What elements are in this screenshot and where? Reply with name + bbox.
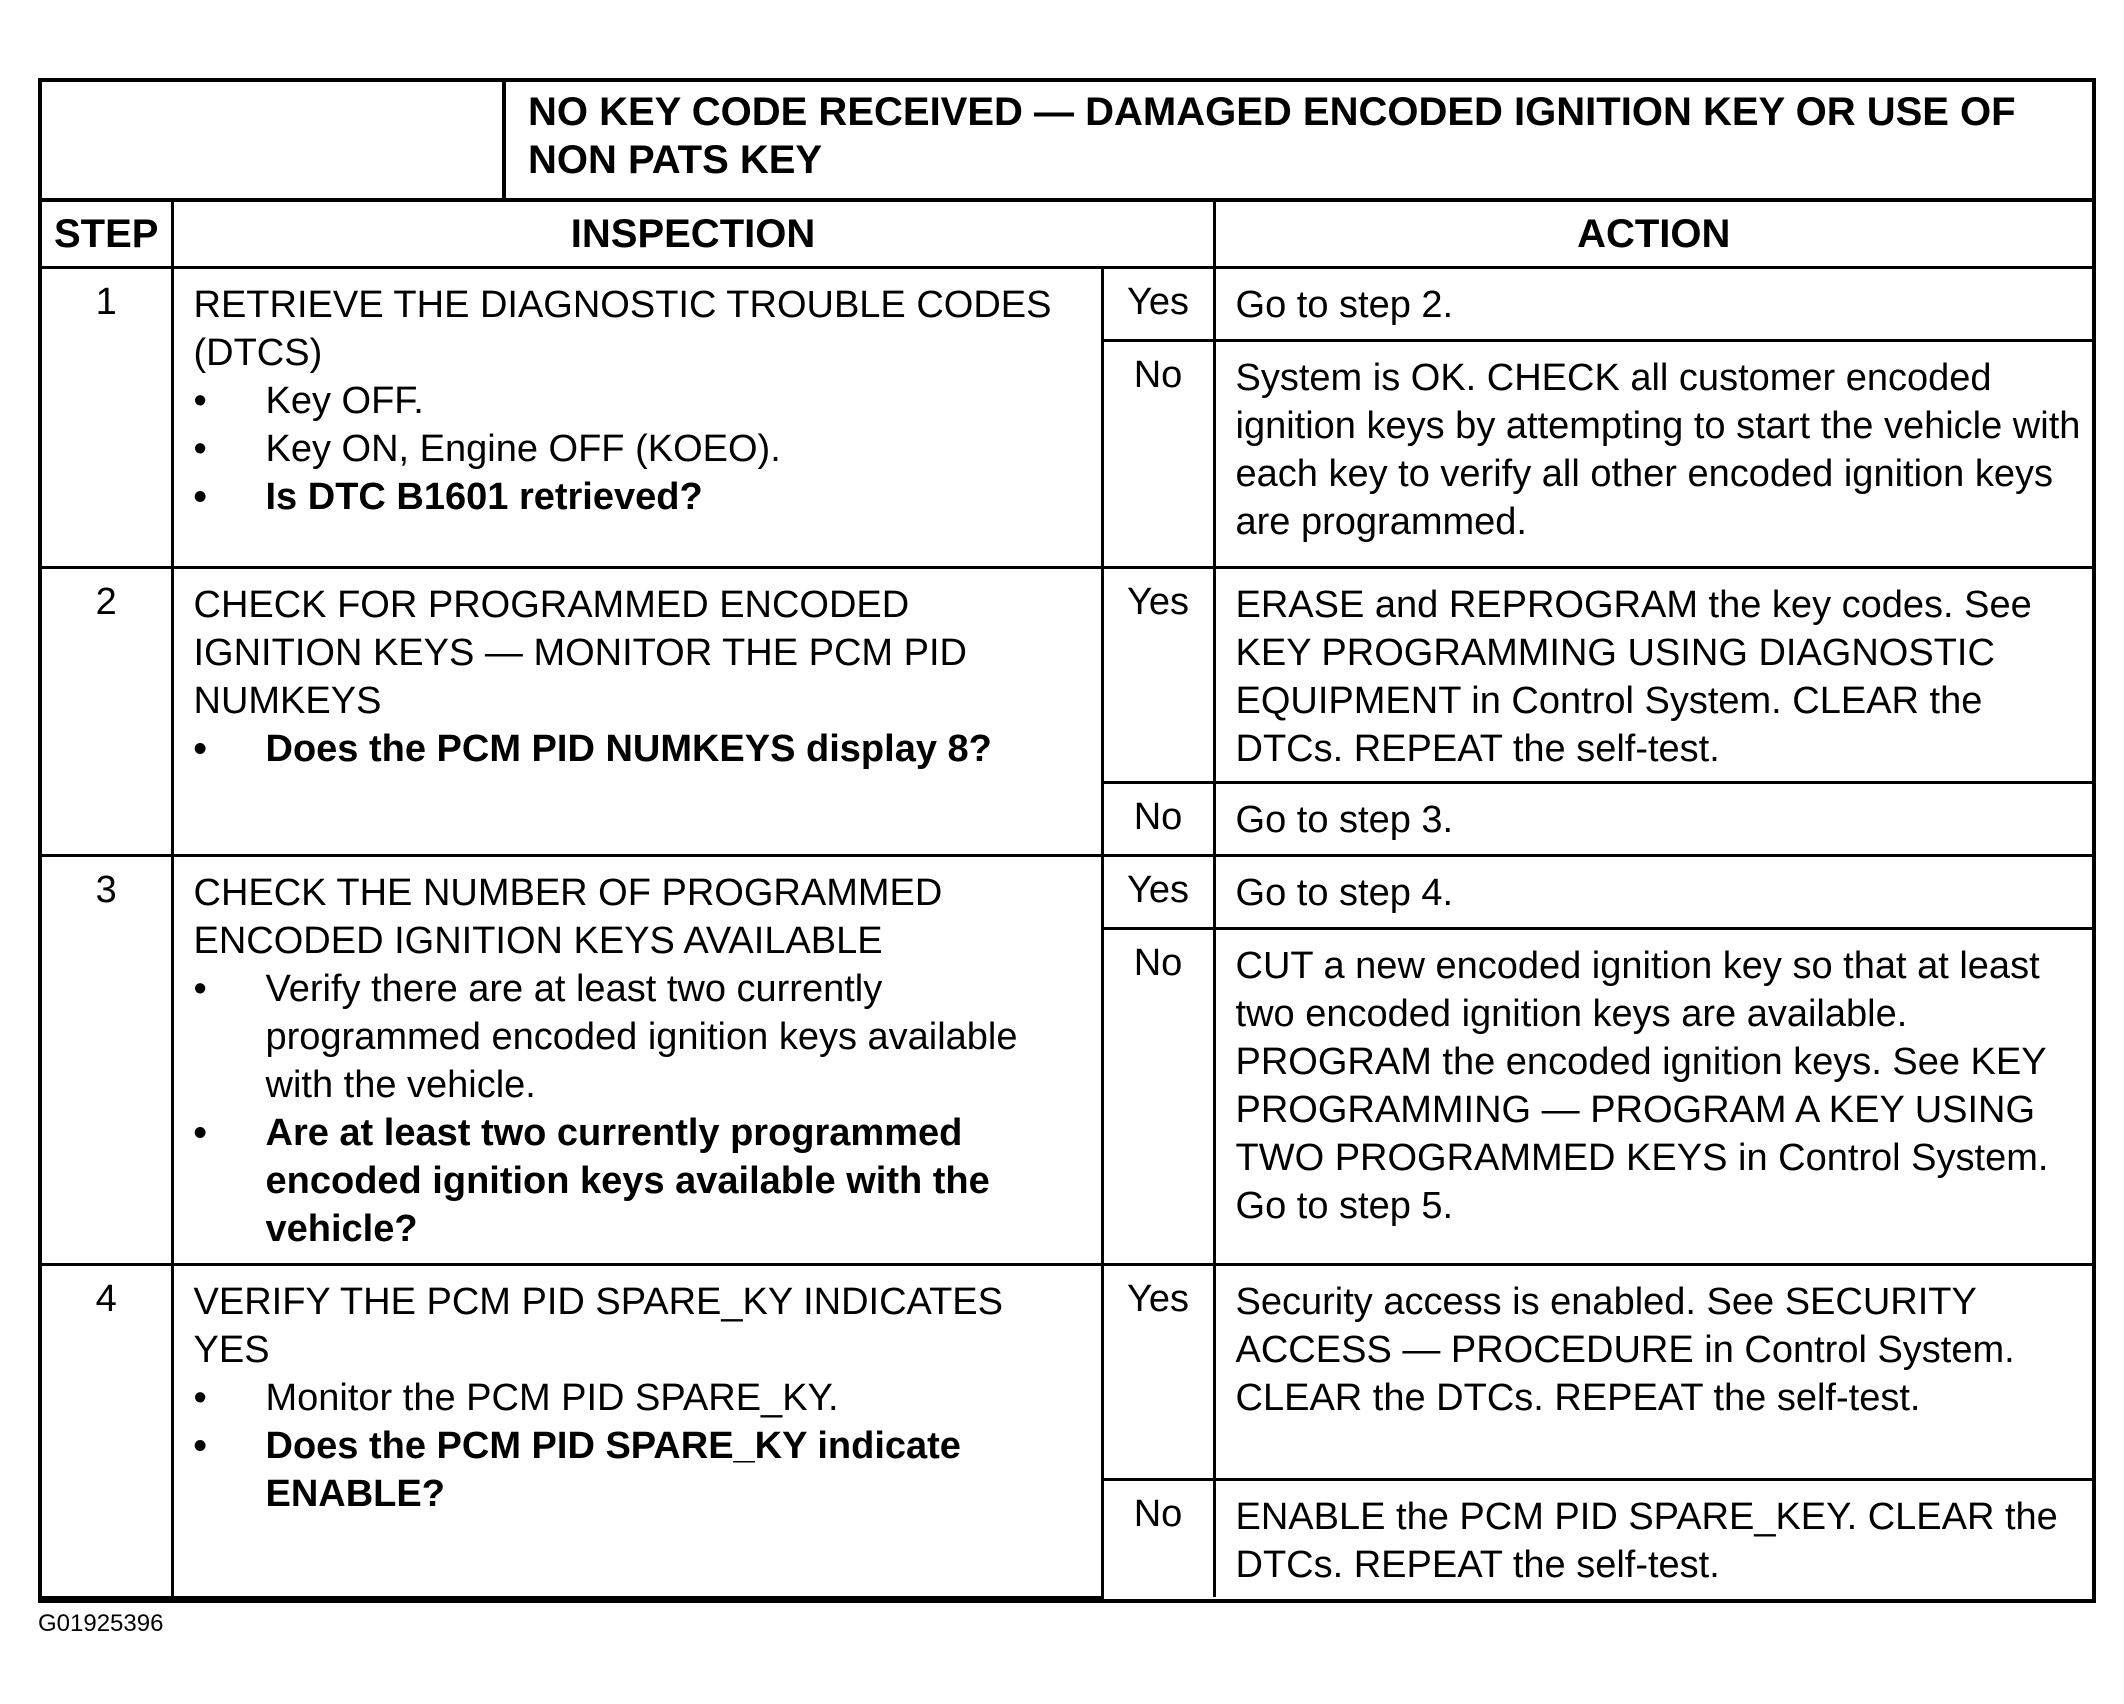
yes-label: Yes — [1102, 1265, 1214, 1480]
title-row — [42, 82, 2092, 202]
step-row — [42, 1265, 2092, 1480]
no-label: No — [1102, 341, 1214, 568]
no-action: CUT a new encoded ignition key so that at least two encoded ignition keys are available. PROGRAM the encoded ignition keys. See KEY PROGRAMMING — PROGRAM A KEY USING TWO PROGRAMMED KEYS in Control System. Go to step 5. — [1214, 929, 2092, 1265]
inspection-question: • Does the PCM PID NUMKEYS display 8? — [194, 725, 1083, 773]
inspection-heading: RETRIEVE THE DIAGNOSTIC TROUBLE CODES (DTCS) — [193, 284, 1052, 374]
step-header: STEP — [42, 202, 172, 268]
no-action: Go to step 3. — [1214, 783, 2092, 856]
table-title: NO KEY CODE RECEIVED — DAMAGED ENCODED IGNITION KEY OR USE OF NON PATS KEY — [528, 90, 2016, 182]
yes-label: Yes — [1102, 268, 1214, 341]
inspection-heading: CHECK THE NUMBER OF PROGRAMMED ENCODED IGNITION KEYS AVAILABLE — [193, 872, 943, 962]
no-label: No — [1102, 783, 1214, 856]
inspection-question: • Does the PCM PID SPARE_KY indicate ENABLE? — [194, 1422, 1083, 1518]
title-blank-cell — [42, 82, 506, 198]
header-row — [42, 202, 2092, 268]
figure-id: G01925396 — [38, 1610, 164, 1637]
inspection-cell — [172, 1265, 1102, 1598]
step-number: 1 — [42, 268, 172, 568]
step-number: 4 — [42, 1265, 172, 1598]
yes-action: Go to step 2. — [1214, 268, 2092, 341]
step-number: 3 — [42, 856, 172, 1265]
inspection-bullets — [194, 725, 1083, 773]
yes-action: Security access is enabled. See SECURITY ACCESS — PROCEDURE in Control System. CLEAR the DTCs. REPEAT the self-test. — [1214, 1265, 2092, 1480]
no-action: ENABLE the PCM PID SPARE_KEY. CLEAR the DTCs. REPEAT the self-test. — [1214, 1480, 2092, 1598]
yes-action: Go to step 4. — [1214, 856, 2092, 929]
inspection-bullet: • Verify there are at least two currently programmed encoded ignition keys available with the vehicle. — [194, 965, 1083, 1109]
inspection-cell — [172, 568, 1102, 856]
inspection-header: INSPECTION — [172, 202, 1214, 268]
inspection-question: • Are at least two currently programmed encoded ignition keys available with the vehicle? — [194, 1109, 1083, 1253]
inspection-question: • Is DTC B1601 retrieved? — [194, 473, 1083, 521]
inspection-bullet: • Key OFF. — [194, 377, 1083, 425]
inspection-bullet: • Key ON, Engine OFF (KOEO). — [194, 425, 1083, 473]
inspection-heading: CHECK FOR PROGRAMMED ENCODED IGNITION KEYS — MONITOR THE PCM PID NUMKEYS — [193, 584, 967, 722]
yes-label: Yes — [1102, 568, 1214, 783]
inspection-heading: VERIFY THE PCM PID SPARE_KY INDICATES YES — [193, 1281, 1003, 1371]
inspection-cell — [172, 856, 1102, 1265]
inspection-cell — [172, 268, 1102, 568]
yes-action: ERASE and REPROGRAM the key codes. See KEY PROGRAMMING USING DIAGNOSTIC EQUIPMENT in Control System. CLEAR the DTCs. REPEAT the self-test. — [1214, 568, 2092, 783]
step-row — [42, 268, 2092, 341]
no-label: No — [1102, 929, 1214, 1265]
step-row — [42, 856, 2092, 929]
diagnostic-table-frame — [38, 78, 2096, 1603]
no-label: No — [1102, 1480, 1214, 1598]
action-header: ACTION — [1214, 202, 2092, 268]
diagnostic-steps-table — [42, 202, 2092, 1599]
inspection-bullet: • Monitor the PCM PID SPARE_KY. — [194, 1374, 1083, 1422]
inspection-bullets — [194, 965, 1083, 1253]
inspection-bullets — [194, 377, 1083, 521]
no-action: System is OK. CHECK all customer encoded ignition keys by attempting to start the vehicle with each key to verify all other encoded ignition keys are programmed. — [1214, 341, 2092, 568]
step-row — [42, 568, 2092, 783]
step-number: 2 — [42, 568, 172, 856]
inspection-bullets — [194, 1374, 1083, 1518]
yes-label: Yes — [1102, 856, 1214, 929]
